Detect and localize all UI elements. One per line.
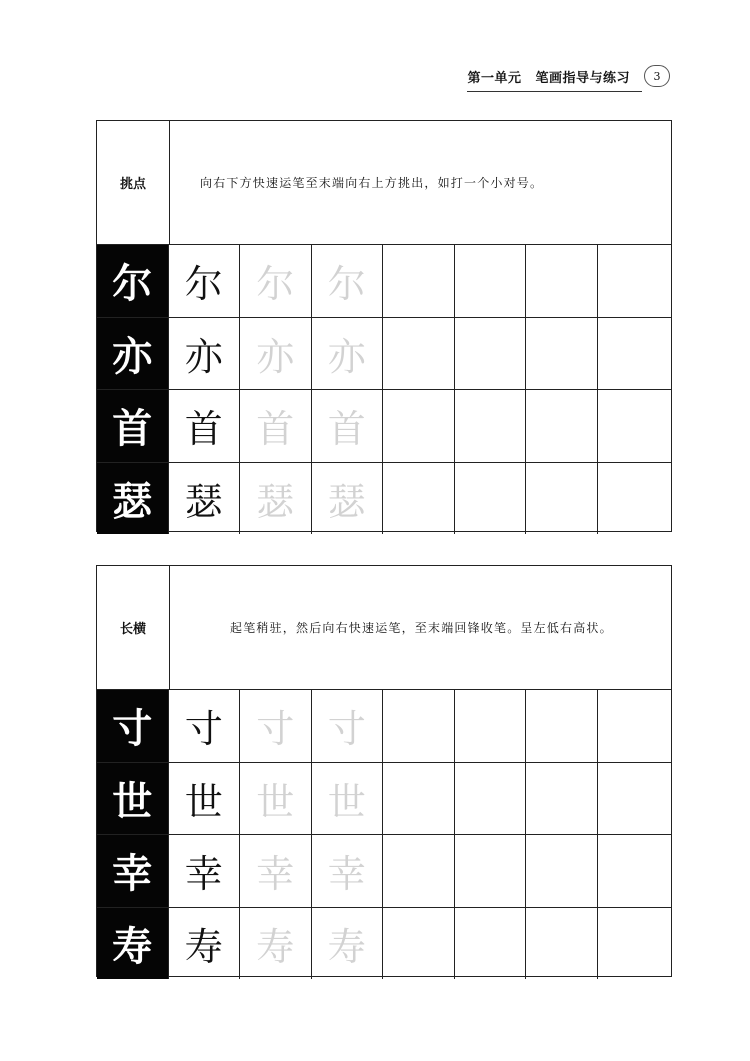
header-title [467,67,630,86]
empty-practice-cell [526,835,598,907]
stroke-description: 向右下方快速运笔至末端向右上方挑出，如打一个小对号。 [200,175,544,190]
practice-row [97,835,671,908]
sample-character: 寿 [169,908,241,980]
practice-row [97,318,671,391]
trace-character: 幸 [312,835,384,907]
trace-character: 尔 [312,245,384,317]
trace-character: 瑟 [312,463,384,535]
empty-practice-cell [455,908,527,980]
empty-practice-cell [383,318,455,390]
practice-section-changheng [96,565,672,977]
sample-character: 首 [169,390,241,462]
stroke-intro [97,121,671,245]
empty-practice-cell [598,690,670,762]
model-character: 世 [97,763,169,835]
empty-practice-cell [598,463,670,535]
page-number: 3 [644,65,670,87]
stroke-intro [97,566,671,690]
empty-practice-cell [383,690,455,762]
empty-practice-cell [526,390,598,462]
practice-grid [97,690,671,979]
empty-practice-cell [455,318,527,390]
model-character: 尔 [97,245,169,317]
model-character: 寸 [97,690,169,762]
practice-row [97,763,671,836]
sample-character: 世 [169,763,241,835]
practice-section-tiaodian [96,120,672,532]
model-character: 幸 [97,835,169,907]
unit-label: 第一单元 [467,70,522,86]
model-character: 寿 [97,908,169,980]
practice-row [97,690,671,763]
practice-row [97,245,671,318]
trace-character: 亦 [240,318,312,390]
sample-character: 亦 [169,318,241,390]
empty-practice-cell [455,763,527,835]
empty-practice-cell [526,908,598,980]
practice-row [97,390,671,463]
trace-character: 寿 [240,908,312,980]
stroke-description: 起笔稍驻，然后向右快速运笔，至末端回锋收笔。呈左低右高状。 [230,620,613,635]
header-underline [467,91,642,92]
trace-character: 首 [240,390,312,462]
sample-character: 瑟 [169,463,241,535]
trace-character: 首 [312,390,384,462]
model-character: 亦 [97,318,169,390]
sample-character: 寸 [169,690,241,762]
empty-practice-cell [383,463,455,535]
empty-practice-cell [598,390,670,462]
trace-character: 寿 [312,908,384,980]
trace-character: 亦 [312,318,384,390]
empty-practice-cell [598,835,670,907]
empty-practice-cell [455,463,527,535]
empty-practice-cell [598,245,670,317]
chapter-label: 笔画指导与练习 [535,70,630,86]
trace-character: 寸 [312,690,384,762]
trace-character: 尔 [240,245,312,317]
empty-practice-cell [383,390,455,462]
trace-character: 瑟 [240,463,312,535]
empty-practice-cell [526,463,598,535]
empty-practice-cell [455,835,527,907]
trace-character: 世 [240,763,312,835]
empty-practice-cell [383,835,455,907]
empty-practice-cell [526,245,598,317]
sample-character: 尔 [169,245,241,317]
empty-practice-cell [383,908,455,980]
empty-practice-cell [455,245,527,317]
stroke-name: 长横 [97,566,170,689]
trace-character: 寸 [240,690,312,762]
empty-practice-cell [526,690,598,762]
empty-practice-cell [598,763,670,835]
model-character: 瑟 [97,463,169,535]
model-character: 首 [97,390,169,462]
empty-practice-cell [383,245,455,317]
practice-row [97,908,671,980]
empty-practice-cell [598,908,670,980]
stroke-name: 挑点 [97,121,170,244]
page-header [467,64,670,88]
empty-practice-cell [526,763,598,835]
empty-practice-cell [383,763,455,835]
empty-practice-cell [598,318,670,390]
empty-practice-cell [455,690,527,762]
practice-grid [97,245,671,534]
practice-row [97,463,671,535]
trace-character: 世 [312,763,384,835]
sample-character: 幸 [169,835,241,907]
trace-character: 幸 [240,835,312,907]
empty-practice-cell [526,318,598,390]
empty-practice-cell [455,390,527,462]
